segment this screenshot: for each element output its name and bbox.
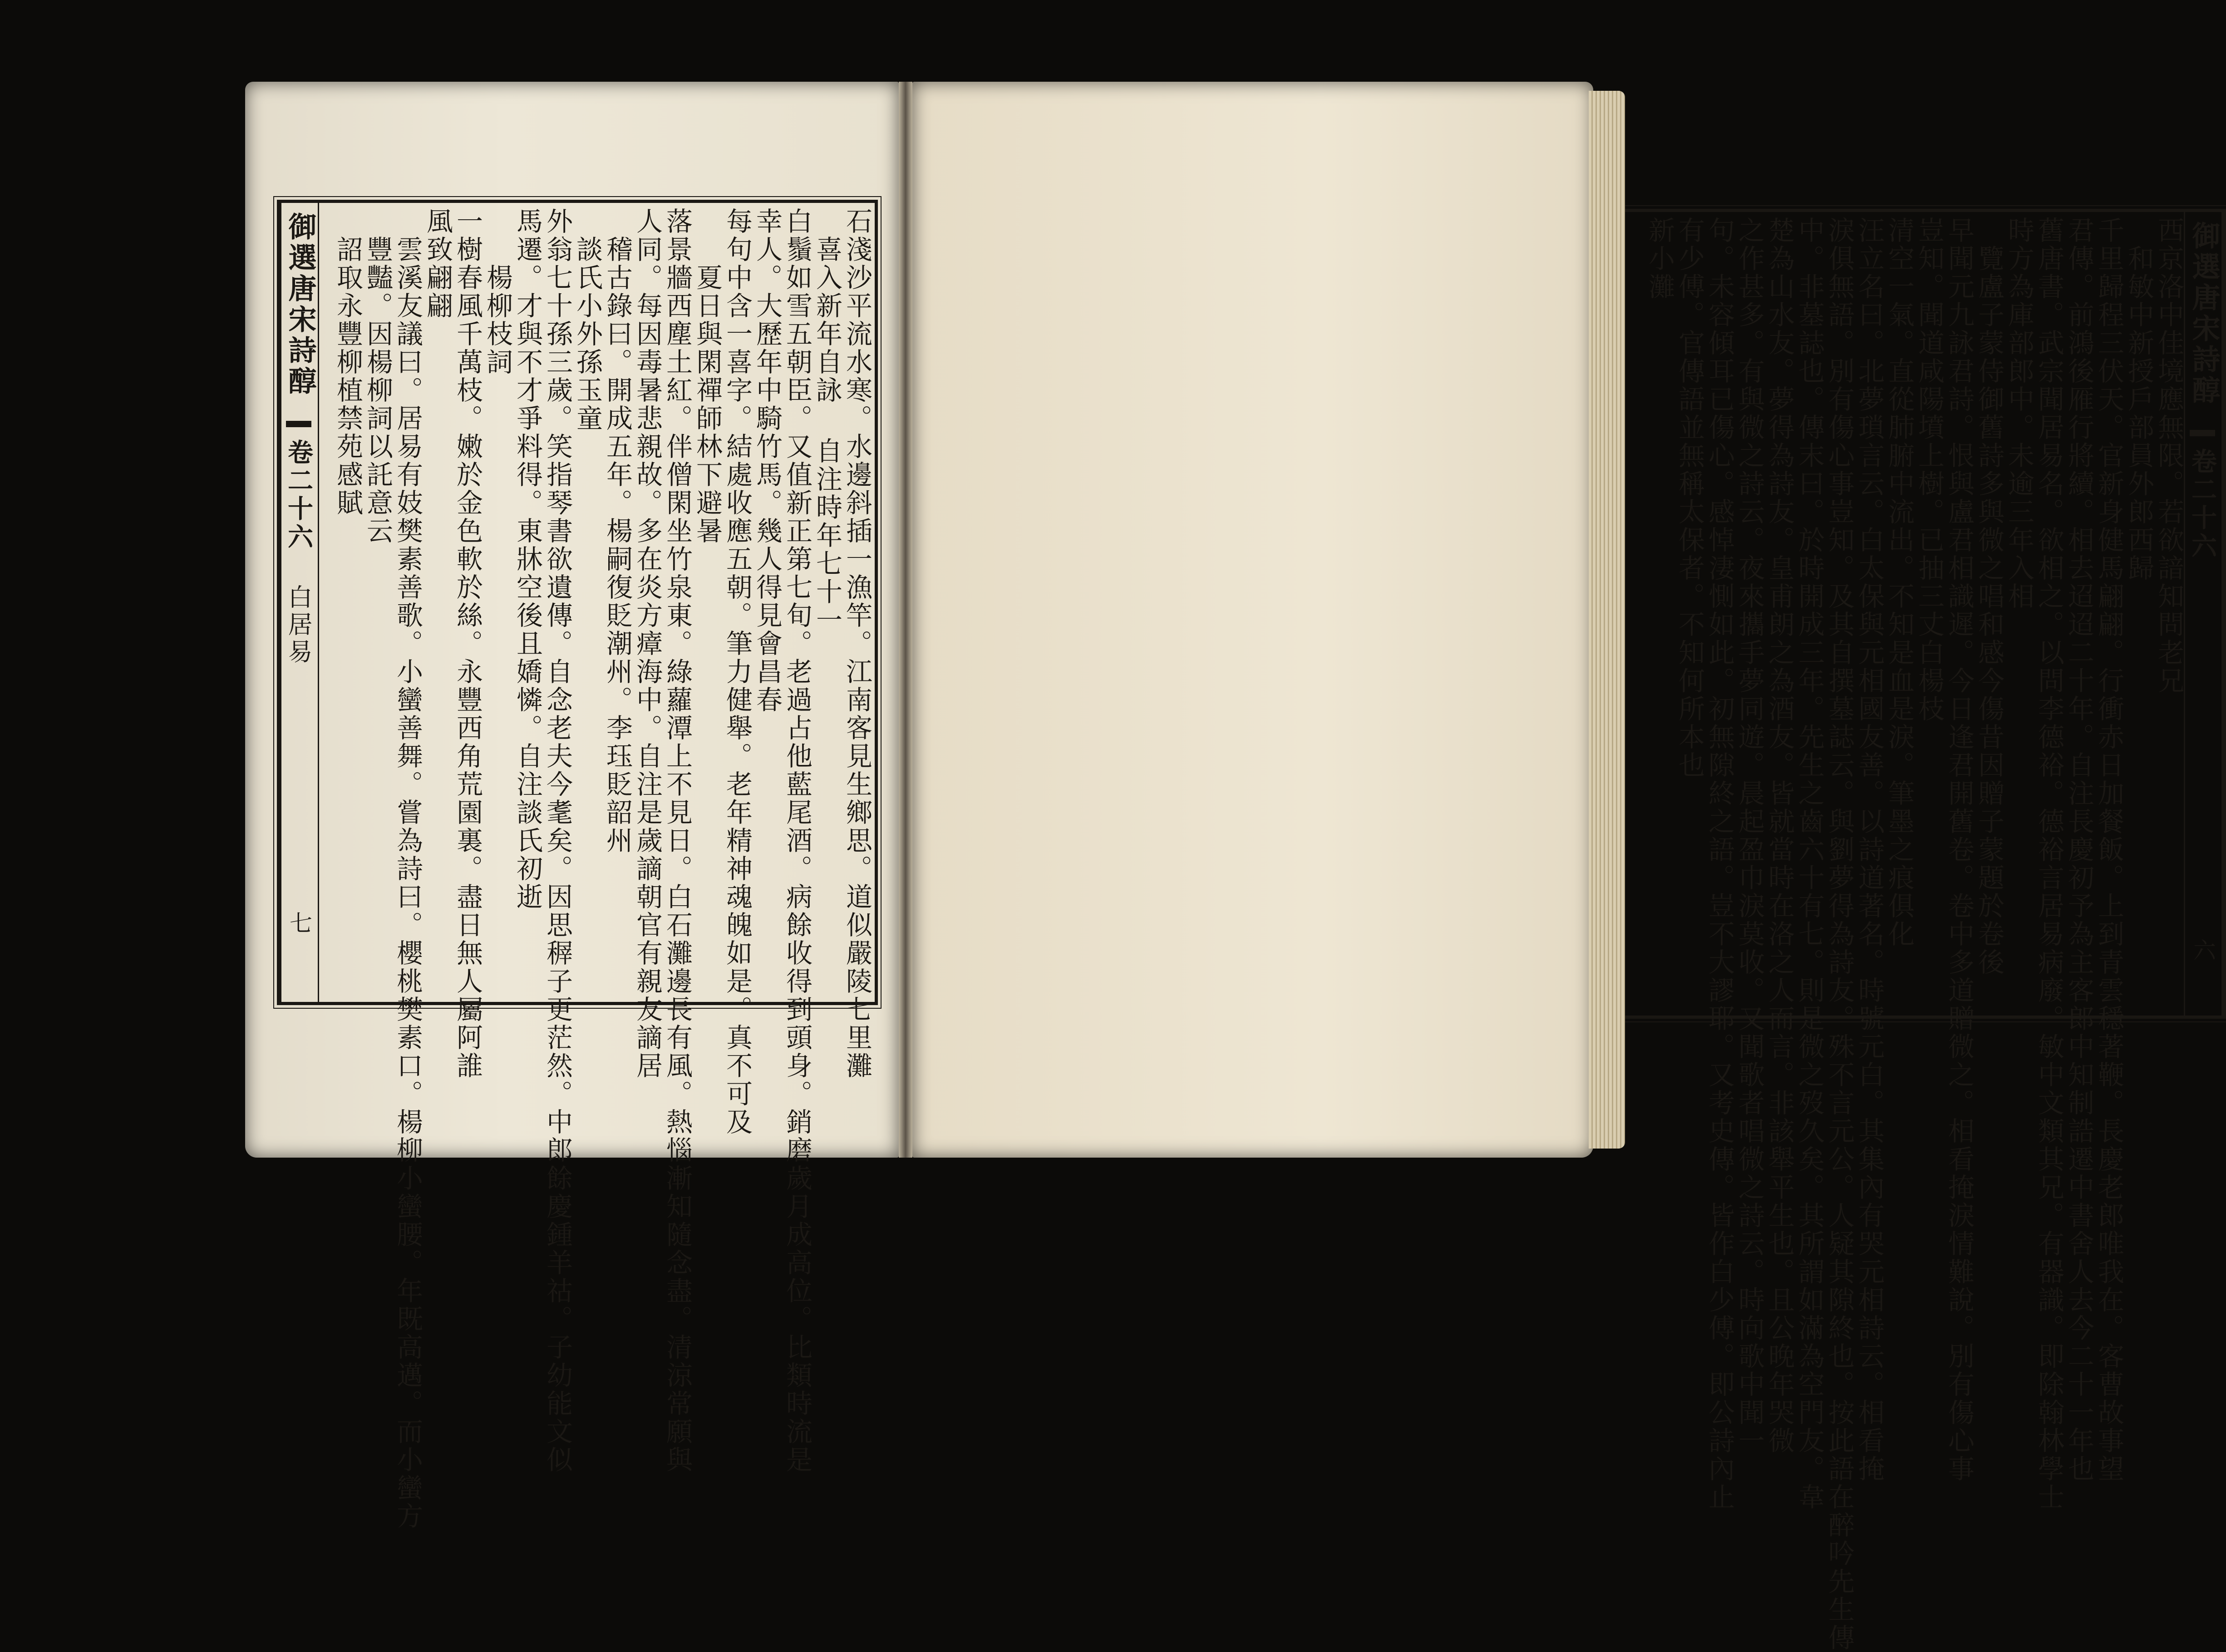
left-page [245,82,899,1530]
text-column: 每句中含一喜字。結處收應五朝。筆力健舉。老年精神魂魄如是。真不可及 [722,207,753,1136]
text-column: 清空一氣。直從肺腑中流出。不知是血是淚。筆墨之痕俱化 [1884,217,1915,948]
text-column: 人同。每因毒暑悲親故。多在炎方瘴海中。自注是歲謫朝官有親友謫居 [632,207,663,1080]
right-page [912,82,2221,1652]
text-column: 千里歸程三伏天。官新身健馬翩翩。行衝赤日加餐飯。上到青雲穩著鞭。長慶老郎唯我在。客曹故事望 [2093,217,2124,1483]
text-column: 談氏小外孫玉童 [572,236,603,433]
right-volume: 卷二十六 [2187,448,2217,561]
open-book [245,82,2221,1652]
right-page-number: 六 [2190,938,2216,961]
right-text-columns [1625,217,2184,1652]
right-page-frame [1616,209,2226,1652]
text-column: 句。未容傾耳已傷心。感悼淒惻如此。初無隙終之語。豈不大謬耶。又考史傳。皆作白少傅。即公詩內止 [1704,217,1735,1511]
text-column: 喜入新年自詠 自注時年七十一 [812,236,842,634]
text-column: 落景牆西塵土紅。伴僧閑坐竹泉東。綠蘿潭上不見日。白石灘邊長有風。熱惱漸知隨念盡。清涼常願與 [662,207,693,1474]
text-column: 楚為山水友。夢得為詩友。皇甫朗之為酒友。皆就當時在洛之人而言。非該舉平生也。且公晚年哭微 [1764,217,1795,1455]
text-column: 馬遷。才與不才爭料得。東牀空後且嬌憐。自注談氏初逝 [512,207,543,911]
text-column: 和敏中新授戶部員外郎西歸 [2123,245,2154,582]
text-column: 西京洛中佳境應無限。若欲諳知問老兄 [2153,217,2184,695]
fishtail-mark [2190,430,2215,436]
text-column: 夏日與閑禪師林下避暑 [692,264,723,545]
left-book-title: 御選唐宋詩醇 [284,212,317,397]
text-column: 豐豔。因楊柳詞以託意云 [362,236,393,545]
right-book-title: 御選唐宋詩醇 [2187,221,2221,406]
text-column: 楊柳枝詞 [482,264,513,376]
text-column: 白鬚如雪五朝臣。又值新正第七旬。老過占他藍尾酒。病餘收得到頭身。銷磨歲月成高位。比類時流是 [782,207,813,1474]
text-column: 一樹春風千萬枝。嫩於金色軟於絲。永豐西角荒園裏。盡日無人屬阿誰 [452,207,483,1080]
text-column: 覽盧子蒙侍御舊詩多與微之唱和感今傷昔因贈子蒙題於卷後 [1974,245,2004,976]
fishtail-mark [286,421,311,427]
left-page-frame [277,200,878,1530]
text-column: 外翁七十孫三歲。笑指琴書欲遺傳。自念老夫今耄矣。因思稺子更茫然。中郎餘慶鍾羊祜。子幼能文似 [542,207,573,1474]
text-column: 君傳。前鴻後雁行將續。相去迢迢二十年。自注長慶初予為主客郎中知制誥遷中書舍人去今二十一年也 [2063,217,2094,1483]
text-column: 豈知。聞道咸陽墳上樹。已抽三丈白楊枝 [1914,217,1945,723]
text-column: 時方為庫部郎中。未逾三年入相 [2004,217,2034,611]
left-volume: 卷二十六 [284,439,314,552]
text-column: 雲溪友議曰。居易有妓樊素善歌。小蠻善舞。嘗為詩曰。櫻桃樊素口。楊柳小蠻腰。年既高邁。而小蠻方 [392,236,423,1530]
text-column: 詔取永豐柳植禁苑感賦 [332,236,363,517]
text-column: 風致翩翩 [422,207,453,320]
text-column: 稽古錄曰。開成五年。楊嗣復貶潮州。李珏貶韶州 [602,236,633,855]
text-column: 之作甚多。有與微之詩云。夜來攜手夢同遊。晨起盈巾淚莫收。又聞歌者唱微之詩云。時向歌中聞一 [1734,217,1765,1455]
left-page-number: 七 [286,911,312,934]
text-column: 中。非墓誌也。傳末曰。於時開成三年。先生之齒六十有七。則是微之歿久矣。其所謂如滿為空門友。韋 [1794,217,1825,1511]
book-spine [899,82,912,1158]
text-column: 舊唐書。武宗聞居易名。欲相之。以問李德裕。德裕言居易病廢。敏中文類其兄。有器識。即除翰林學士 [2034,217,2064,1511]
left-page-center-margin [280,203,319,1002]
left-text-columns [321,207,872,1530]
text-column: 有少傅。官傳語並無稱太保者。不知何所本也 [1674,217,1705,779]
text-column: 幸人。大歷年中騎竹馬。幾人得見會昌春 [752,207,783,714]
page-edges [1589,91,1625,1149]
text-column: 新小灘 [1644,217,1675,301]
left-author: 白居易 [284,584,313,666]
text-column: 淚俱無語。別有傷心事豈知。及其自撰墓誌云。與劉夢得為詩友。殊不言元公。人疑其隙終也。按此語在醉吟先生傳 [1824,217,1855,1652]
text-column: 石淺沙平流水寒。水邊斜插一漁竿。江南客見生鄉思。道似嚴陵七里灘 [842,207,872,1080]
right-page-center-margin [2184,212,2223,1016]
text-column: 早聞元九詠君詩。恨與盧君相識遲。今日逢君開舊卷。卷中多道贈微之。相看掩淚情難說。別有傷心事 [1944,217,1975,1483]
text-column: 汪立名曰。北夢瑣言云。白太保與元相國友善。以詩道著名。時號元白。其集內有哭元相詩云。相看掩 [1854,217,1885,1483]
